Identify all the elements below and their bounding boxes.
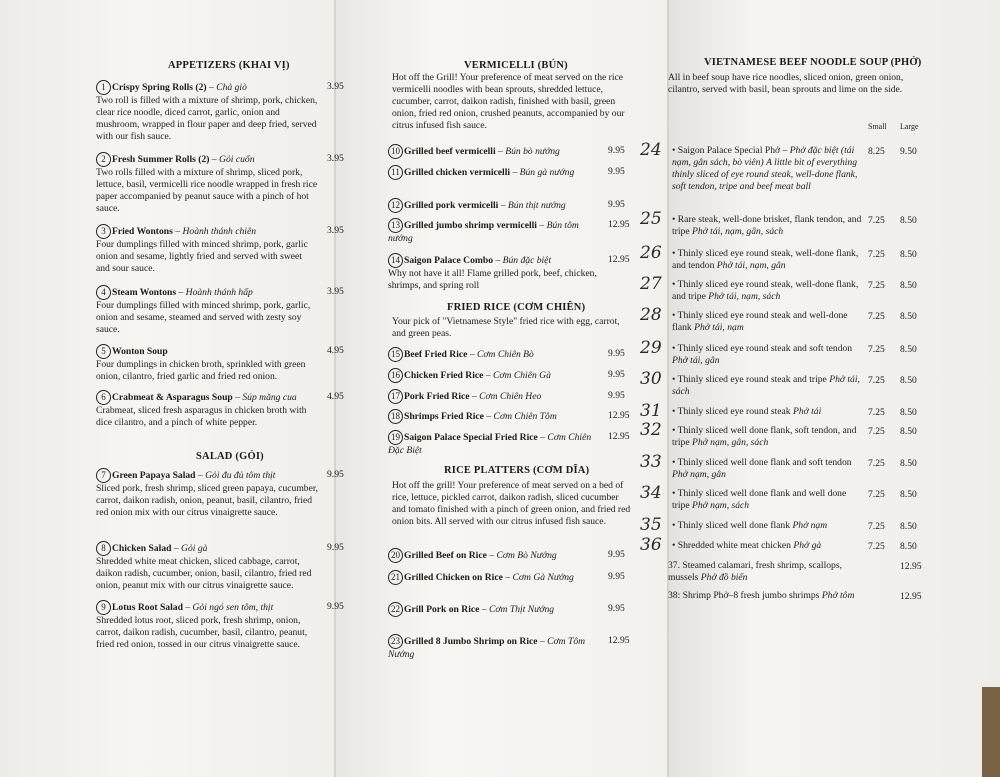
large-price: 8.50 [900, 215, 917, 226]
item-name: Fried Wontons [112, 226, 173, 237]
menu-item [388, 253, 600, 292]
item-vietnamese-name: Phở tái, gân [672, 355, 720, 366]
item-number: 23 [388, 634, 403, 649]
item-vietnamese-name: Phở gà [793, 540, 822, 551]
small-price: 7.25 [868, 407, 885, 418]
menu-item [96, 600, 324, 651]
item-name: Grill Pork on Rice [404, 604, 480, 615]
item-description: Steamed calamari, fresh shrimp, scallops, mussels [668, 560, 842, 583]
item-price: 12.95 [608, 254, 630, 265]
large-column-header: Large [900, 122, 919, 131]
item-number: 38: [668, 590, 681, 601]
item-price: 9.95 [608, 369, 625, 380]
item-name: Beef Fried Rice [404, 349, 468, 360]
large-price: 8.50 [900, 426, 917, 437]
menu-item [388, 218, 600, 245]
menu-item [388, 570, 602, 585]
pho-item [668, 590, 858, 602]
item-name: Crabmeat & Asparagus Soup [112, 392, 233, 403]
item-name: Grilled jumbo shrimp vermicelli [404, 220, 537, 231]
vermicelli-intro: Hot off the Grill! Your preference of meat served on the rice vermicelli noodles with bean sprouts, shredded lettuce, cucumber, carrot, daikon radish, finished with basil, green onion, fried red onion, crushed peanuts, accompanied by our citrus infused fish sauce. [392, 72, 625, 131]
handwritten-number: 35 [640, 515, 662, 535]
item-number: 14 [388, 253, 403, 268]
rice-platters-heading: RICE PLATTERS (CƠM DĨA) [444, 465, 590, 476]
small-price: 8.25 [868, 146, 885, 157]
menu-item [388, 347, 602, 362]
item-vietnamese-name: – Gỏi ngó sen tôm, thịt [185, 602, 274, 613]
table-corner [982, 687, 1000, 777]
fried-rice-intro: Your pick of "Vietnamese Style" fried rice with egg, carrot, and green peas. [392, 316, 620, 339]
item-name: Saigon Palace Combo [404, 255, 494, 266]
item-description: Why not have it all! Flame grilled pork, beef, chicken, shrimps, and spring roll [388, 268, 597, 291]
item-number: 7 [96, 468, 111, 483]
item-price: 3.95 [327, 153, 344, 164]
item-description: Four dumplings filled with minced shrimp, pork, garlic onion and sesame, lightly fried and served with sweet and sour sauce. [96, 239, 308, 274]
item-vietnamese-name: – Chả giò [209, 82, 247, 93]
item-price: 3.95 [327, 81, 344, 92]
item-number: 18 [388, 409, 403, 424]
item-vietnamese-name: – Cơm Gà Nướng [505, 572, 574, 583]
pho-item: • Thinly sliced eye round steak, well-done flank, and tendon Phở tái, nạm, gân [672, 248, 859, 271]
item-number: 37. [668, 560, 680, 571]
item-vietnamese-name: – Cơm Chiên Heo [471, 391, 542, 402]
item-vietnamese-name: – Hoành thánh chiên [175, 226, 257, 237]
item-name: Crispy Spring Rolls (2) [112, 82, 207, 93]
item-description: Thinly sliced well done flank, soft tendon, and tripe [672, 425, 857, 448]
item-price: 9.95 [608, 549, 625, 560]
item-price: 3.95 [327, 225, 344, 236]
pho-item: • Saigon Palace Special Phở – Phở đặc biệt (tái nạm, gân sách, bò viên) A little bit of everything thinly sliced of eye round steak, well-done flank, soft tendon, tripe and beef meat ball [672, 145, 858, 192]
small-price: 7.25 [868, 541, 885, 552]
pho-item: • Thinly sliced well done flank Phở nạm [672, 520, 828, 531]
item-number: 16 [388, 368, 403, 383]
menu-item [96, 285, 318, 336]
small-price: 7.25 [868, 521, 885, 532]
small-price: 7.25 [868, 375, 885, 386]
item-number: 10 [388, 144, 403, 159]
item-number: 17 [388, 389, 403, 404]
handwritten-number: 28 [640, 305, 662, 325]
item-vietnamese-name: Phở tái, nạm, sách [708, 291, 781, 302]
menu-item [96, 344, 318, 383]
large-price: 8.50 [900, 375, 917, 386]
menu-item [388, 548, 602, 563]
item-number: 3 [96, 224, 111, 239]
item-vietnamese-name: – Bún gà nướng [512, 167, 575, 178]
menu-item [388, 144, 600, 159]
handwritten-number: 30 [640, 369, 662, 389]
item-vietnamese-name: – Hoành thánh hấp [178, 287, 253, 298]
item-name: Steam Wontons [112, 287, 177, 298]
large-price: 12.95 [900, 591, 922, 602]
item-description: Thinly sliced well done flank and soft tendon [677, 457, 852, 468]
large-price: 8.50 [900, 249, 917, 260]
item-price: 12.95 [608, 431, 630, 442]
item-vietnamese-name: Phở nạm, gân, sách [692, 437, 769, 448]
item-price: 9.95 [608, 571, 625, 582]
item-price: 4.95 [327, 345, 344, 356]
handwritten-number: 26 [640, 243, 662, 263]
item-name: Chicken Fried Rice [404, 370, 484, 381]
fold-line [667, 0, 669, 777]
pho-item: • Thinly sliced well done flank and well done tripe Phở nạm, sách [672, 488, 847, 511]
handwritten-number: 36 [640, 535, 662, 555]
item-number: 13 [388, 218, 403, 233]
pho-item: • Thinly sliced eye round steak, well-done flank, and tripe Phở tái, nạm, sách [672, 279, 859, 302]
item-price: 12.95 [608, 410, 630, 421]
large-price: 8.50 [900, 407, 917, 418]
item-price: 9.95 [608, 166, 625, 177]
item-name: Fresh Summer Rolls (2) [112, 154, 210, 165]
item-vietnamese-name: – Bún tôm nướng [388, 220, 579, 244]
item-price: 12.95 [608, 635, 630, 646]
small-price: 7.25 [868, 344, 885, 355]
item-vietnamese-name: – Gỏi cuốn [211, 154, 255, 165]
handwritten-number: 27 [640, 274, 662, 294]
item-name: Grilled beef vermicelli [404, 146, 496, 157]
item-name: Grilled chicken vermicelli [404, 167, 511, 178]
pho-item: • Shredded white meat chicken Phở gà [672, 540, 822, 551]
item-description: Shredded white meat chicken [677, 540, 791, 551]
small-price: 7.25 [868, 426, 885, 437]
rice-platters-intro: Hot off the grill! Your preference of meat served on a bed of rice, lettuce, pickled carrot, daikon radish, sliced cucumber and tomato finished with a pinch of green onion, and fried red onion bits. All served with our citrus infused fish sauce. [392, 480, 631, 527]
item-price: 12.95 [608, 219, 630, 230]
menu-item [96, 390, 318, 429]
item-price: 4.95 [327, 391, 344, 402]
item-vietnamese-name: – Bún đặc biệt [495, 255, 552, 266]
small-column-header: Small [868, 122, 887, 131]
item-price: 9.95 [608, 390, 625, 401]
item-vietnamese-name: Phở tái [792, 406, 822, 417]
item-description: Thinly sliced well done flank [677, 520, 791, 531]
item-number: 6 [96, 390, 111, 405]
item-vietnamese-name: Phở tái, nạm [694, 322, 744, 333]
item-vietnamese-name: – Gỏi gà [173, 543, 208, 554]
item-vietnamese-name: Phở đồ biển [700, 572, 748, 583]
item-description: Thinly sliced eye round steak and tripe [677, 374, 827, 385]
item-name: Wonton Soup [112, 346, 168, 357]
item-description: Two rolls filled with a mixture of shrimp, sliced pork, lettuce, basil, vermicelli rice noodle wrapped in fresh rice paper accompanied by peanut sauce with a pinch of hot sauce. [96, 167, 318, 214]
small-price: 7.25 [868, 311, 885, 322]
salad-heading: SALAD (GỎI) [196, 451, 264, 462]
menu-item [96, 468, 324, 519]
menu-item [388, 198, 600, 213]
item-number: 8 [96, 541, 111, 556]
item-name: Grilled 8 Jumbo Shrimp on Rice [404, 636, 538, 647]
appetizers-heading: APPETIZERS (KHAI VỊ) [168, 60, 290, 71]
pho-item [668, 560, 858, 584]
item-vietnamese-name: – Cơm Tôm Nướng [388, 636, 586, 660]
small-price: 7.25 [868, 489, 885, 500]
item-vietnamese-name: Phở tôm [821, 590, 855, 601]
item-description: Thinly sliced eye round steak, well-done flank, and tripe [672, 279, 859, 302]
small-price: 7.25 [868, 249, 885, 260]
item-number: 15 [388, 347, 403, 362]
large-price: 8.50 [900, 311, 917, 322]
item-name: Lotus Root Salad [112, 602, 183, 613]
handwritten-number: 24 [640, 140, 662, 160]
small-price: 7.25 [868, 280, 885, 291]
item-description: Thinly sliced well done flank and well done tripe [672, 488, 847, 511]
fried-rice-heading: FRIED RICE (CƠM CHIÊN) [447, 302, 586, 313]
large-price: 8.50 [900, 489, 917, 500]
item-description: Thinly sliced eye round steak, well-done flank, and tendon [672, 248, 859, 271]
item-price: 3.95 [327, 286, 344, 297]
item-description: Sliced pork, fresh shrimp, sliced green papaya, cucumber, carrot, daikon radish, onion, peanut, basil, cilantro, fried red onion mix with our citrus vinaigrette sauce. [96, 483, 319, 518]
item-vietnamese-name: Phở tái, nạm, gân [716, 260, 786, 271]
item-number: 2 [96, 152, 111, 167]
pho-item: • Thinly sliced eye round steak and tripe Phở tái, sách [672, 374, 860, 397]
item-description: Saigon Palace Special Phở [677, 145, 781, 156]
large-price: 12.95 [900, 561, 922, 572]
item-vietnamese-name: – Cơm Thịt Nướng [481, 604, 555, 615]
menu-item [388, 602, 602, 617]
pho-item: • Thinly sliced eye round steak and soft tendon Phở tái, gân [672, 343, 853, 366]
item-price: 9.95 [608, 199, 625, 210]
item-vietnamese-name: – Cơm Chiên Đặc Biệt [388, 432, 592, 456]
item-vietnamese-name: – Súp măng cua [235, 392, 297, 403]
item-vietnamese-name: – Bún bò nướng [498, 146, 560, 157]
small-price: 7.25 [868, 458, 885, 469]
item-name: Grilled pork vermicelli [404, 200, 499, 211]
fold-line [334, 0, 336, 777]
item-name: Pork Fried Rice [404, 391, 470, 402]
item-vietnamese-name: Phở nạm, gân [672, 469, 726, 480]
item-vietnamese-name: – Cơm Chiên Gà [485, 370, 551, 381]
item-description: Rare steak, well-done brisket, flank tendon, and tripe [672, 214, 862, 237]
handwritten-number: 29 [640, 338, 662, 358]
item-number: 12 [388, 198, 403, 213]
pho-item: • Rare steak, well-done brisket, flank tendon, and tripe Phở tái, nạm, gân, sách [672, 214, 862, 237]
item-price: 9.95 [608, 348, 625, 359]
item-number: 9 [96, 600, 111, 615]
large-price: 8.50 [900, 541, 917, 552]
menu-item [388, 634, 602, 661]
item-number: 20 [388, 548, 403, 563]
large-price: 9.50 [900, 146, 917, 157]
pho-heading: VIETNAMESE BEEF NOODLE SOUP (PHỞ) [704, 57, 922, 68]
item-price: 9.95 [327, 601, 344, 612]
menu-item [388, 368, 602, 383]
item-number: 19 [388, 430, 403, 445]
item-price: 9.95 [327, 469, 344, 480]
item-description: Four dumplings in chicken broth, sprinkled with green onion, cilantro, fried garlic and fried red onion. [96, 359, 306, 382]
large-price: 8.50 [900, 344, 917, 355]
item-description: Two roll is filled with a mixture of shrimp, pork, chicken, clear rice noodle, diced carrot, garlic, onion and mushroom, wrapped in flour paper and deep fried, served with our fish sauce. [96, 95, 318, 142]
menu-item [388, 409, 602, 424]
item-number: 5 [96, 344, 111, 359]
handwritten-number: 31 [640, 401, 662, 421]
item-vietnamese-name: Phở nạm [792, 520, 828, 531]
item-description: Four dumplings filled with minced shrimp, pork, garlic, onion and sesame, steamed and served with zesty soy sauce. [96, 300, 311, 335]
small-price: 7.25 [868, 215, 885, 226]
menu-item [388, 165, 600, 180]
large-price: 8.50 [900, 521, 917, 532]
item-number: 22 [388, 602, 403, 617]
pho-item: • Thinly sliced eye round steak and well-done flank Phở tái, nạm [672, 310, 848, 333]
item-price: 9.95 [327, 542, 344, 553]
handwritten-number: 25 [640, 209, 662, 229]
item-vietnamese-name: – Bún thịt nướng [500, 200, 566, 211]
item-description: Thinly sliced eye round steak [677, 406, 791, 417]
item-name: Saigon Palace Special Fried Rice [404, 432, 538, 443]
item-vietnamese-name: Phở tái, nạm, gân, sách [692, 226, 784, 237]
item-number: 1 [96, 80, 111, 95]
item-vietnamese-name: Phở tái, sách [672, 374, 860, 397]
menu-item [96, 541, 324, 592]
item-price: 9.95 [608, 603, 625, 614]
pho-intro: All in beef soup have rice noodles, sliced onion, green onion, cilantro, served with basil, bean sprouts and lime on the side. [668, 72, 904, 95]
item-description: Shredded lotus root, sliced pork, fresh shrimp, onion, carrot, daikon radish, cucumber, basil, cilantro, peanut, fried red onion, tossed in our citrus vinaigrette sauce. [96, 615, 308, 650]
menu-item [96, 224, 318, 275]
item-vietnamese-name: – Cơm Bò Nướng [489, 550, 557, 561]
item-vietnamese-name: – Phở đặc biệt (tái nạm, gân sách, bò viên) [672, 145, 855, 168]
handwritten-number: 32 [640, 420, 662, 440]
item-vietnamese-name: – Gỏi đu đủ tôm thịt [197, 470, 276, 481]
item-name: Shrimps Fried Rice [404, 411, 484, 422]
item-number: 21 [388, 570, 403, 585]
pho-item: • Thinly sliced well done flank and soft tendon Phở nạm, gân [672, 457, 852, 480]
item-vietnamese-name: – Cơm Chiên Bò [469, 349, 534, 360]
large-price: 8.50 [900, 458, 917, 469]
item-description: Thinly sliced eye round steak and soft tendon [677, 343, 853, 354]
item-name: Grilled Beef on Rice [404, 550, 487, 561]
item-extra-description: A little bit of everything thinly sliced of eye round steak, well-done flank, soft tendon, tripe and beef meat ball [672, 157, 858, 192]
item-price: 9.95 [608, 145, 625, 156]
menu-item [388, 430, 602, 457]
item-name: Green Papaya Salad [112, 470, 196, 481]
item-description: Thinly sliced eye round steak and well-done flank [672, 310, 848, 333]
item-vietnamese-name: – Cơm Chiên Tôm [486, 411, 557, 422]
menu-item [96, 152, 318, 215]
item-vietnamese-name: Phở nạm, sách [692, 500, 750, 511]
pho-item: • Thinly sliced well done flank, soft tendon, and tripe Phở nạm, gân, sách [672, 425, 857, 448]
item-name: Chicken Salad [112, 543, 172, 554]
vermicelli-heading: VERMICELLI (BÚN) [464, 60, 568, 71]
item-number: 4 [96, 285, 111, 300]
handwritten-number: 34 [640, 483, 662, 503]
large-price: 8.50 [900, 280, 917, 291]
item-description: Crabmeat, sliced fresh asparagus in chicken broth with dice cilantro, and a pinch of white pepper. [96, 405, 307, 428]
item-description: Shrimp Phở–8 fresh jumbo shrimps [682, 590, 820, 601]
item-name: Grilled Chicken on Rice [404, 572, 503, 583]
menu-item [96, 80, 318, 143]
pho-item: • Thinly sliced eye round steak Phở tái [672, 406, 822, 417]
item-description: Shredded white meat chicken, sliced cabbage, carrot, daikon radish, cucumber, onion, basil, cilantro, fried red onion, peanut mix with our citrus vinaigrette sauce. [96, 556, 312, 591]
handwritten-number: 33 [640, 452, 662, 472]
menu-item [388, 389, 602, 404]
item-number: 11 [388, 165, 403, 180]
